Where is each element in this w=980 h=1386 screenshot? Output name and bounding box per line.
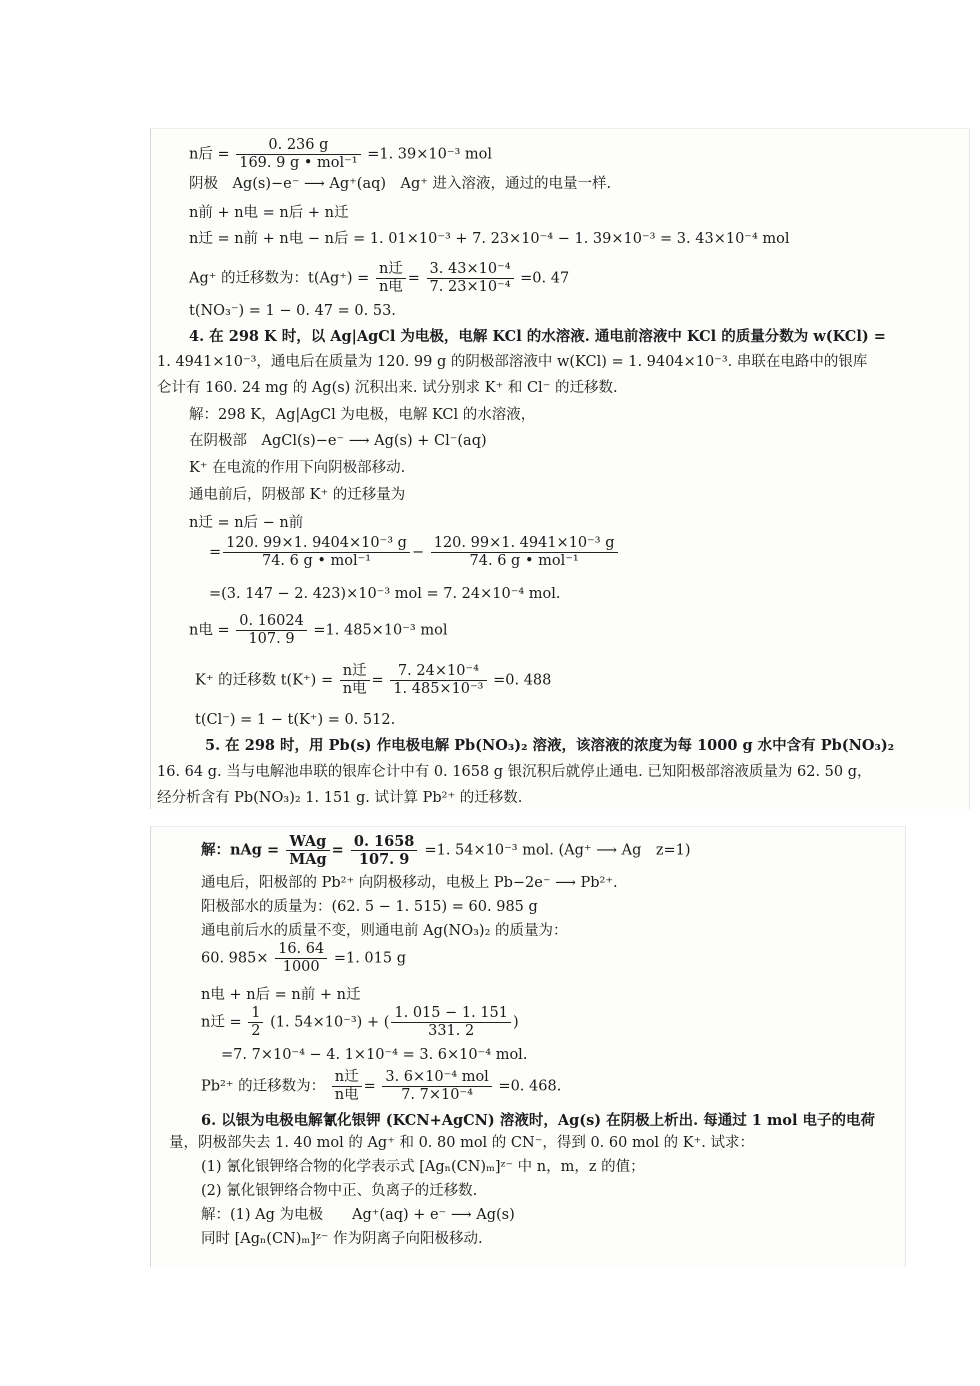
scanned-page-top bbox=[150, 128, 970, 809]
solution-4-line-6: = $\frac{\text{120. 99×1. 9404×10⁻³ g}}{\text{74. 6 g • mol⁻¹}}$ − $\frac{\text{120. 99×1. 4941×10⁻³ g}}{\text{74. 6 g • mol⁻¹}}$ bbox=[209, 535, 620, 570]
solution-4-line-1: 解：298 K，Ag|AgCl 为电极，电解 KCl 的水溶液， bbox=[189, 407, 536, 423]
scanned-page-bottom bbox=[150, 826, 906, 1267]
solution-4-line-4: 通电前后，阴极部 K⁺ 的迁移量为 bbox=[189, 487, 406, 503]
eq-n-migrate: n迁 = n前 + n电 − n后 = 1. 01×10⁻³ + 7. 23×10⁻⁴ − 1. 39×10⁻³ = 3. 43×10⁻⁴ mol bbox=[189, 231, 790, 247]
solution-5-line-3: 阳极部水的质量为：(62. 5 − 1. 515) = 60. 985 g bbox=[201, 899, 538, 915]
solution-4-line-3: K⁺ 在电流的作用下向阴极部移动. bbox=[189, 460, 406, 476]
solution-5-line-5: 60. 985× $\frac{16. 64}{1000}$ =1. 015 g bbox=[201, 941, 407, 975]
problem-4-line-1: 4. 在 298 K 时，以 Ag|AgCl 为电极，电解 KCl 的水溶液. 通电前溶液中 KCl 的质量分数为 w(KCl) = bbox=[189, 328, 886, 345]
solution-5-line-9: Pb²⁺ 的迁移数为： $\frac{\text{n迁}}{\text{n电}}$ = $\frac{\text{3. 6×10⁻⁴ mol}}{\text{7. 7×10⁻⁴}}$ =0. 468. bbox=[201, 1069, 562, 1103]
solution-5-line-1: 解：nAg = $\frac{\text{WAg}}{\text{MAg}}$ = $\frac{0. 1658}{107. 9}$ =1. 54×10⁻³ mol. (Ag⁺ ⟶ Ag z=1) bbox=[201, 833, 691, 868]
solution-4-line-7: =(3. 147 − 2. 423)×10⁻³ mol = 7. 24×10⁻⁴ mol. bbox=[209, 586, 561, 602]
problem-5-line-1: 5. 在 298 时，用 Pb(s) 作电极电解 Pb(NO₃)₂ 溶液，该溶液的浓度为每 1000 g 水中含有 Pb(NO₃)₂ bbox=[205, 737, 895, 754]
solution-6-line-2: 同时 [Agₙ(CN)ₘ]ᶻ⁻ 作为阴离子向阳极移动. bbox=[201, 1231, 483, 1247]
problem-6-line-1: 6. 以银为电极电解氰化银钾 (KCN+AgCN) 溶液时，Ag(s) 在阴极上析出. 每通过 1 mol 电子的电荷 bbox=[201, 1112, 876, 1129]
solution-4-line-8: n电 = $\frac{0. 16024}{107. 9}$ =1. 485×10⁻³ mol bbox=[189, 613, 448, 647]
problem-6-line-4: (2) 氰化银钾络合物中正、负离子的迁移数. bbox=[201, 1183, 478, 1199]
eq-n-after: n后 = $\frac{0. 236 g}{\text{169. 9 g • mol⁻¹}}$ =1. 39×10⁻³ mol bbox=[189, 137, 493, 171]
solution-4-line-5: n迁 = n后 − n前 bbox=[189, 515, 304, 531]
eq-transfer-no3: t(NO₃⁻) = 1 − 0. 47 = 0. 53. bbox=[189, 303, 396, 319]
anode-reaction: 阴极 Ag(s)−e⁻ ⟶ Ag⁺(aq) Ag⁺ 进入溶液，通过的电量一样. bbox=[189, 176, 612, 192]
solution-6-line-1: 解：(1) Ag 为电极 Ag⁺(aq) + e⁻ ⟶ Ag(s) bbox=[201, 1207, 515, 1223]
solution-4-line-2: 在阴极部 AgCl(s)−e⁻ ⟶ Ag(s) + Cl⁻(aq) bbox=[189, 433, 487, 449]
eq-balance: n前 + n电 = n后 + n迁 bbox=[189, 205, 349, 221]
solution-4-line-10: t(Cl⁻) = 1 − t(K⁺) = 0. 512. bbox=[195, 712, 396, 728]
problem-5-line-2: 16. 64 g. 当与电解池串联的银库仑计中有 0. 1658 g 银沉积后就停止通电. 已知阳极部溶液质量为 62. 50 g， bbox=[157, 764, 872, 780]
solution-5-line-6: n电 + n后 = n前 + n迁 bbox=[201, 987, 361, 1003]
solution-5-line-8: =7. 7×10⁻⁴ − 4. 1×10⁻⁴ = 3. 6×10⁻⁴ mol. bbox=[221, 1047, 528, 1063]
solution-5-line-4: 通电前后水的质量不变，则通电前 Ag(NO₃)₂ 的质量为： bbox=[201, 923, 568, 939]
solution-5-line-2: 通电后，阳极部的 Pb²⁺ 向阴极移动，电极上 Pb−2e⁻ ⟶ Pb²⁺. bbox=[201, 875, 618, 891]
eq-transfer-ag: Ag⁺ 的迁移数为：t(Ag⁺) = $\frac{\text{n迁}}{\text{n电}}$ = $\frac{\text{3. 43×10⁻⁴}}{\text{7. 23×10⁻⁴}}$ =0. 47 bbox=[189, 261, 570, 295]
problem-5-line-3: 经分析含有 Pb(NO₃)₂ 1. 151 g. 试计算 Pb²⁺ 的迁移数. bbox=[157, 790, 523, 806]
solution-4-line-9: K⁺ 的迁移数 t(K⁺) = $\frac{\text{n迁}}{\text{n电}}$ = $\frac{\text{7. 24×10⁻⁴}}{\text{1. 485×10⁻³}}$ =0. 488 bbox=[195, 663, 552, 697]
problem-4-line-2: 1. 4941×10⁻³，通电后在质量为 120. 99 g 的阴极部溶液中 w(KCl) = 1. 9404×10⁻³. 串联在电路中的银库 bbox=[157, 354, 868, 370]
problem-6-line-3: (1) 氰化银钾络合物的化学表示式 [Agₙ(CN)ₘ]ᶻ⁻ 中 n，m，z 的值； bbox=[201, 1159, 645, 1175]
solution-5-line-7: n迁 = $\frac{1}{2}$ (1. 54×10⁻³) + ( $\frac{1. 015 - 1. 151}{331. 2}$ ) bbox=[201, 1005, 519, 1039]
problem-6-line-2: 量，阴极部失去 1. 40 mol 的 Ag⁺ 和 0. 80 mol 的 CN⁻，得到 0. 60 mol 的 K⁺. 试求： bbox=[169, 1135, 754, 1151]
problem-4-line-3: 仑计有 160. 24 mg 的 Ag(s) 沉积出来. 试分别求 K⁺ 和 Cl⁻ 的迁移数. bbox=[157, 380, 618, 396]
